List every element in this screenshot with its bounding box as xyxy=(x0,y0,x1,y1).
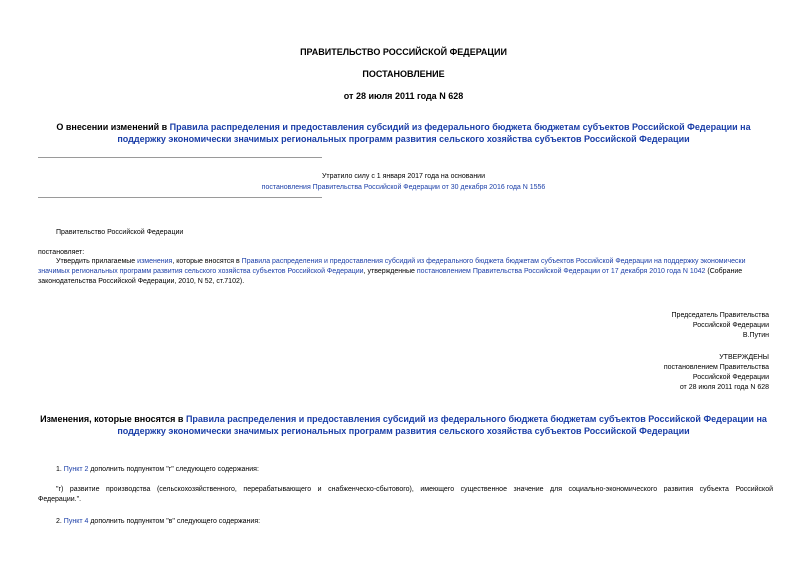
changes-link[interactable]: изменения xyxy=(137,258,173,265)
item-2-number: 2. xyxy=(56,518,64,525)
approved-by: постановлением Правительства xyxy=(663,364,769,371)
signature-block xyxy=(519,311,769,341)
divider-top xyxy=(38,157,322,158)
issuer-text: Правительство Российской Федерации xyxy=(56,229,184,236)
approved-heading: УТВЕРЖДЕНЫ xyxy=(719,354,769,361)
main-paragraph xyxy=(38,257,773,287)
signature-title: Председатель Правительства xyxy=(671,312,769,319)
document-title xyxy=(0,121,807,145)
changes-title xyxy=(0,413,807,437)
item-2-text: дополнить подпунктом "в" следующего содержания: xyxy=(88,518,261,525)
repeal-notice: Утратило силу с 1 января 2017 года на основании xyxy=(321,173,486,180)
item-1-text: дополнить подпунктом "г" следующего содержания: xyxy=(88,466,259,473)
rules-link[interactable]: Правила распределения и предоставления субсидий из федерального бюджета бюджетам субъектов Российской Федерации на поддержку экономически xyxy=(241,258,746,265)
p1-end1: (Собрание xyxy=(705,268,743,275)
repeal-notice-link-line xyxy=(0,183,807,193)
changes-title-rules-link-cont[interactable]: поддержку экономически значимых региональных программ развития сельского хозяйства субъектов Российской Федерации xyxy=(117,426,690,436)
item-2-link[interactable]: Пункт 4 xyxy=(63,518,89,525)
document-date-number: от 28 июля 2011 года N 628 xyxy=(343,91,464,101)
title-rules-link-cont[interactable]: поддержку экономически значимых региональных программ развития сельского хозяйства субъектов Российской Федерации xyxy=(117,134,690,144)
decrees-text: постановляет: xyxy=(38,249,85,256)
signature-name: В.Путин xyxy=(742,332,769,339)
signature-org: Российской Федерации xyxy=(692,322,769,329)
quoted-addition xyxy=(38,485,773,505)
quote-line-1: "г) развитие производства (сельскохозяйственного, перерабатывающего и снабженческо-сбытового), имеющего существенное значение для социально-экономического развития субъекта Российской xyxy=(56,486,773,493)
approved-org: Российской Федерации xyxy=(692,374,769,381)
p1-end2: законодательства Российской Федерации, 2010, N 52, ст.7102). xyxy=(38,278,245,285)
item-2 xyxy=(56,517,260,527)
changes-title-prefix: Изменения, которые вносятся в xyxy=(40,414,186,424)
repeal-decree-link[interactable]: постановления Правительства Российской Федерации от 30 декабря 2016 года N 1556 xyxy=(261,184,546,191)
p1-mid2: , утвержденные xyxy=(363,268,417,275)
rules-link-cont[interactable]: значимых региональных программ развития сельского хозяйства субъектов Российской Федерации xyxy=(38,268,364,275)
approved-block xyxy=(519,353,769,393)
quote-line-2: Федерации.". xyxy=(38,496,82,503)
item-1-link[interactable]: Пункт 2 xyxy=(63,466,89,473)
item-1-number: 1. xyxy=(56,466,64,473)
item-1 xyxy=(56,465,259,475)
p1-mid1: , которые вносятся в xyxy=(172,258,242,265)
divider-bottom xyxy=(38,197,322,198)
document-type: ПОСТАНОВЛЕНИЕ xyxy=(362,69,445,79)
approved-date: от 28 июля 2011 года N 628 xyxy=(679,384,769,391)
title-prefix: О внесении изменений в xyxy=(56,122,170,132)
decree-1042-link[interactable]: постановлением Правительства Российской Федерации от 17 декабря 2010 года N 1042 xyxy=(416,268,706,275)
title-rules-link[interactable]: Правила распределения и предоставления субсидий из федерального бюджета бюджетам субъектов Российской Федерации на xyxy=(169,122,751,132)
changes-title-rules-link[interactable]: Правила распределения и предоставления субсидий из федерального бюджета бюджетам субъектов Российской Федерации на xyxy=(185,414,767,424)
p1-start: Утвердить прилагаемые xyxy=(56,258,138,265)
government-heading: ПРАВИТЕЛЬСТВО РОССИЙСКОЙ ФЕДЕРАЦИИ xyxy=(300,47,507,57)
